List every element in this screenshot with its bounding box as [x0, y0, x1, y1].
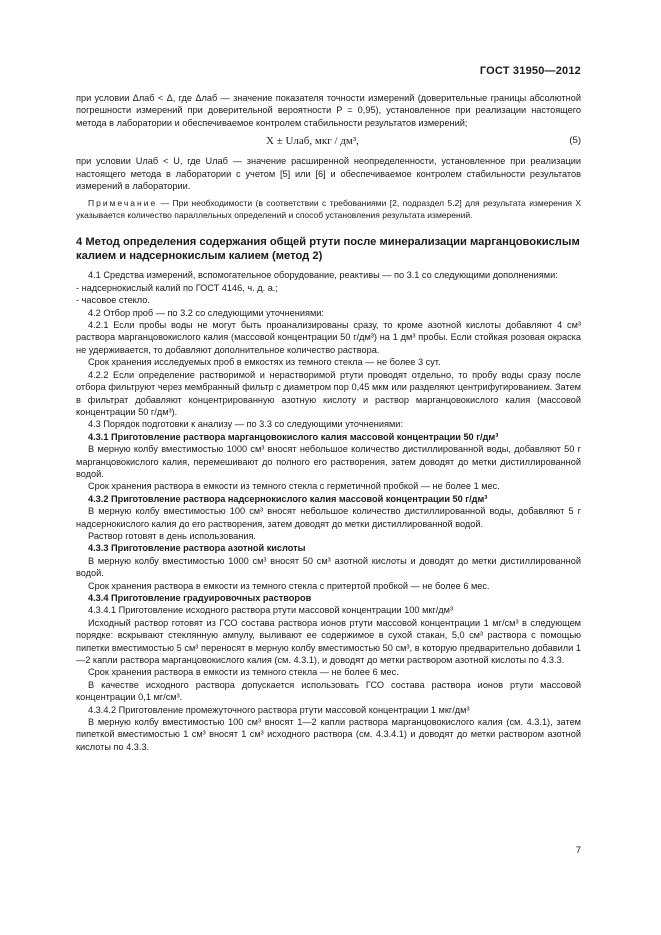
subheading-4-3-2: 4.3.2 Приготовление раствора надсернокислого калия массовой концентрации 50 г/дм³ [88, 493, 488, 504]
paragraph-4-3-4-1-procedure: Исходный раствор готовят из ГСО состава раствора ионов ртути массовой концентрации 1 мг/см³ в следующем порядке: вскрывают стеклянную ампулу, выливают ее содержимое в сухой стакан, 5,0 см³ раствора с помощью пипетки вместимостью 5 см³ переносят в мерную колбу вместимостью 50 см³, в которую предварительно добавили 1—2 капли раствора марганцовокислого калия (см. 4.3.1), и доводят до метки раствором азотной кислоты по 4.3.3. [76, 617, 581, 666]
paragraph-4-3-4-1-alternative: В качестве исходного раствора допускается использовать ГСО состава раствора ионов ртути массовой концентрации 0,1 мг/см³. [76, 679, 581, 703]
formula-number: (5) [569, 135, 581, 147]
formula-5 [76, 133, 581, 151]
paragraph-4-3-1-storage: Срок хранения раствора в емкости из темного стекла с герметичной пробкой — не более 1 мес. [88, 481, 500, 492]
paragraph-4-2-2: 4.2.2 Если определение растворимой и нерастворимой ртути проводят отдельно, то пробу воды сразу после отбора фильтруют через мембранный фильтр с диаметром пор 0,45 мкм или разделяют центрифугированием. Затем в фильтрат добавляют концентрированную азотную кислоту и раствор марганцовокислого калия (массовой концентрации 50 г/дм³). [76, 369, 581, 417]
note [76, 198, 581, 221]
intro-paragraph-1: при условии Δлаб < Δ, где Δлаб — значение показателя точности измерений (доверительные границы абсолютной погрешности измерений при доверительной вероятности P = 0,95), установленное при реализации настоящего метода в лаборатории и обеспечиваемое контролем стабильности результатов измерений; [76, 93, 581, 128]
paragraph-4-3-4-2-procedure: В мерную колбу вместимостью 100 см³ вносят 1—2 капли раствора марганцовокислого калия (см. 4.3.1), затем пипеткой вместимостью 1 см³ вносят 1 см³ исходного раствора (см. 4.3.4.1) и доводят до метки раствором азотной кислоты по 4.3.3. [76, 717, 581, 752]
paragraph-4-2: 4.2 Отбор проб — по 3.2 со следующими уточнениями: [88, 307, 324, 318]
standard-header: ГОСТ 31950—2012 [479, 65, 581, 77]
intro-paragraph-2: при условии Uлаб < U, где Uлаб — значение расширенной неопределенности, установленное при реализации настоящего метода в лаборатории с учетом [5] или [6] и обеспечиваемое контролем стабильности результатов измерений в лаборатории. [76, 156, 581, 192]
paragraph-4-2-1-storage: Срок хранения исследуемых проб в емкостях из темного стекла — не более 3 сут. [88, 357, 441, 368]
page-number: 7 [575, 845, 581, 856]
list-item: - часовое стекло. [76, 295, 150, 306]
paragraph-4-3-4-2: 4.3.4.2 Приготовление промежуточного раствора ртути массовой концентрации 1 мкг/дм³ [88, 704, 470, 715]
paragraph-4-3-4-1-storage: Срок хранения раствора в емкости из темного стекла — не более 6 мес. [88, 667, 399, 678]
paragraph-4-3-4-1: 4.3.4.1 Приготовление исходного раствора ртути массовой концентрации 100 мкг/дм³ [88, 605, 454, 616]
subheading-4-3-3: 4.3.3 Приготовление раствора азотной кислоты [88, 543, 306, 554]
paragraph-4-3-3-storage: Срок хранения раствора в емкости из темного стекла с притертой пробкой — не более 6 мес. [88, 580, 490, 591]
note-label: Примечание [88, 198, 158, 209]
paragraph-4-3: 4.3 Порядок подготовки к анализу — по 3.3 со следующими уточнениями: [88, 419, 403, 430]
paragraph-4-3-2: В мерную колбу вместимостью 100 см³ вносят небольшое количество дистиллированной воды, добавляют 5 г надсернокислого калия до его растворения, затем доводят до метки дистиллированной водой. [76, 506, 581, 529]
paragraph-4-3-3: В мерную колбу вместимостью 1000 см³ вносят 50 см³ азотной кислоты и доводят до метки дистиллированной водой. [76, 555, 581, 579]
note-text: — При необходимости (в соответствии с требованиями [2, подраздел 5.2] для результата измерения X указывается количество параллельных определений и способ установления результата измерений. [76, 198, 581, 220]
page-content [76, 92, 581, 753]
subheading-4-3-1: 4.3.1 Приготовление раствора марганцовокислого калия массовой концентрации 50 г/дм³ [88, 431, 499, 442]
paragraph-4-1: 4.1 Средства измерений, вспомогательное оборудование, реактивы — по 3.1 со следующими дополнениями: [88, 270, 558, 281]
paragraph-4-2-1: 4.2.1 Если пробы воды не могут быть проанализированы сразу, то кроме азотной кислоты добавляют 4 см³ раствора марганцовокислого калия (массовой концентрации 50 г/дм³) на 1 дм³ пробы. Если стойкая розовая окраска не удерживается, то добавляют дополнительное количество раствора. [76, 320, 581, 355]
section-title: 4 Метод определения содержания общей ртути после минерализации марганцовокислым калием и надсернокислым калием (метод 2) [76, 236, 580, 263]
formula-expression: X ± Uлаб, мкг / дм³, [266, 135, 359, 148]
paragraph-4-3-2-note: Раствор готовят в день использования. [88, 530, 256, 541]
list-item: - надсернокислый калий по ГОСТ 4146, ч. д. а.; [76, 282, 278, 293]
subheading-4-3-4: 4.3.4 Приготовление градуировочных растворов [88, 593, 312, 603]
paragraph-4-3-1: В мерную колбу вместимостью 1000 см³ вносят небольшое количество дистиллированной воды, добавляют 50 г марганцовокислого калия, перемешивают до полного его растворения, затем доводят до метки дистиллированной водой. [76, 444, 581, 479]
